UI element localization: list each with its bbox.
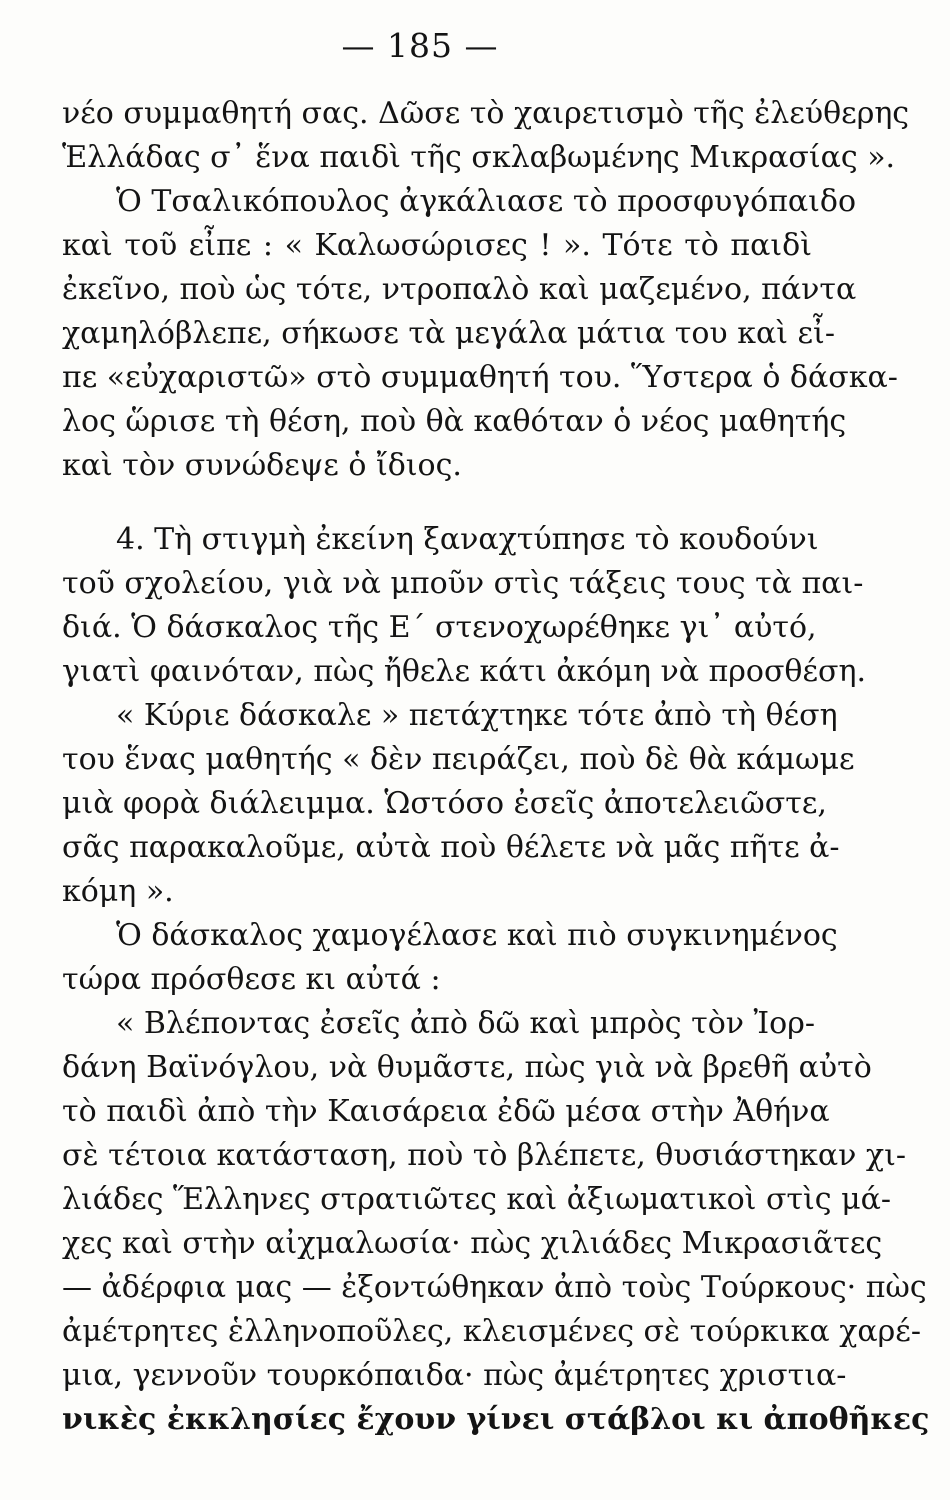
text-line: χαμηλόβλεπε, σήκωσε τὰ μεγάλα μάτια του καὶ εἶ-: [62, 316, 835, 351]
text-line: τὸ παιδὶ ἀπὸ τὴν Καισάρεια ἐδῶ μέσα στὴν Ἀθήνα: [62, 1094, 830, 1129]
text-line: σᾶς παρακαλοῦμε, αὐτὰ ποὺ θέλετε νὰ μᾶς πῆτε ἀ-: [62, 830, 840, 865]
text-line: καὶ τὸν συνώδεψε ὁ ἴδιος.: [62, 448, 462, 483]
text-line: « Κύριε δάσκαλε » πετάχτηκε τότε ἀπὸ τὴ θέση: [116, 698, 838, 733]
text-line: τώρα πρόσθεσε κι αὐτά :: [62, 962, 441, 997]
text-line: ἐκεῖνο, ποὺ ὡς τότε, ντροπαλὸ καὶ μαζεμένο, πάντα: [62, 272, 857, 307]
text-line: τοῦ σχολείου, γιὰ νὰ μποῦν στὶς τάξεις τους τὰ παι-: [62, 566, 864, 601]
text-line: — ἀδέρφια μας — ἐξοντώθηκαν ἀπὸ τοὺς Τούρκους· πὼς: [62, 1270, 927, 1305]
text-line: λιάδες Ἕλληνες στρατιῶτες καὶ ἀξιωματικοὶ στὶς μά-: [62, 1182, 892, 1217]
text-line: μιὰ φορὰ διάλειμμα. Ὡστόσο ἐσεῖς ἀποτελειῶστε,: [62, 786, 827, 821]
text-line: σὲ τέτοια κατάσταση, ποὺ τὸ βλέπετε, θυσιάστηκαν χι-: [62, 1138, 907, 1173]
text-line: καὶ τοῦ εἶπε : « Καλωσώρισες ! ». Τότε τὸ παιδὶ: [62, 228, 812, 263]
text-line: δάνη Βαϊνόγλου, νὰ θυμᾶστε, πὼς γιὰ νὰ βρεθῆ αὐτὸ: [62, 1050, 872, 1085]
text-line: « Βλέποντας ἐσεῖς ἀπὸ δῶ καὶ μπρὸς τὸν Ἰορ-: [116, 1006, 816, 1041]
text-line: νέο συμμαθητή σας. Δῶσε τὸ χαιρετισμὸ τῆς ἐλεύθερης: [62, 96, 910, 131]
text-line: Ὁ Τσαλικόπουλος ἀγκάλιασε τὸ προσφυγόπαιδο: [116, 184, 857, 219]
text-line: 4. Τὴ στιγμὴ ἐκείνη ξαναχτύπησε τὸ κουδούνι: [116, 522, 819, 557]
section-gap: [62, 488, 812, 518]
text-line: λος ὥρισε τὴ θέση, ποὺ θὰ καθόταν ὁ νέος μαθητής: [62, 404, 847, 439]
text-line: κόμη ».: [62, 874, 174, 909]
text-line: διά. Ὁ δάσκαλος τῆς Ε΄ στενοχωρέθηκε γι᾽ αὐτό,: [62, 610, 817, 645]
text-line: Ὁ δάσκαλος χαμογέλασε καὶ πιὸ συγκινημένος: [116, 918, 838, 953]
text-line: πε «εὐχαριστῶ» στὸ συμμαθητή του. Ὕστερα ὁ δάσκα-: [62, 360, 898, 395]
text-line: χες καὶ στὴν αἰχμαλωσία· πὼς χιλιάδες Μικρασιᾶτες: [62, 1226, 883, 1261]
text-line: Ἑλλάδας σ᾽ ἕνα παιδὶ τῆς σκλαβωμένης Μικρασίας ».: [62, 140, 896, 175]
page-number: — 185 —: [341, 26, 499, 65]
text-line: μια, γεννοῦν τουρκόπαιδα· πὼς ἀμέτρητες χριστια-: [62, 1358, 847, 1393]
body-text: [62, 92, 930, 1442]
text-line: γιατὶ φαινόταν, πὼς ἤθελε κάτι ἀκόμη νὰ προσθέση.: [62, 654, 867, 689]
text-line: ἀμέτρητες ἑλληνοποῦλες, κλεισμένες σὲ τούρκικα χαρέ-: [62, 1314, 921, 1349]
text-line: του ἕνας μαθητής « δὲν πειράζει, ποὺ δὲ θὰ κάμωμε: [62, 742, 855, 777]
text-line: νικὲς ἐκκλησίες ἔχουν γίνει στάβλοι κι ἀποθῆκες: [62, 1402, 930, 1437]
